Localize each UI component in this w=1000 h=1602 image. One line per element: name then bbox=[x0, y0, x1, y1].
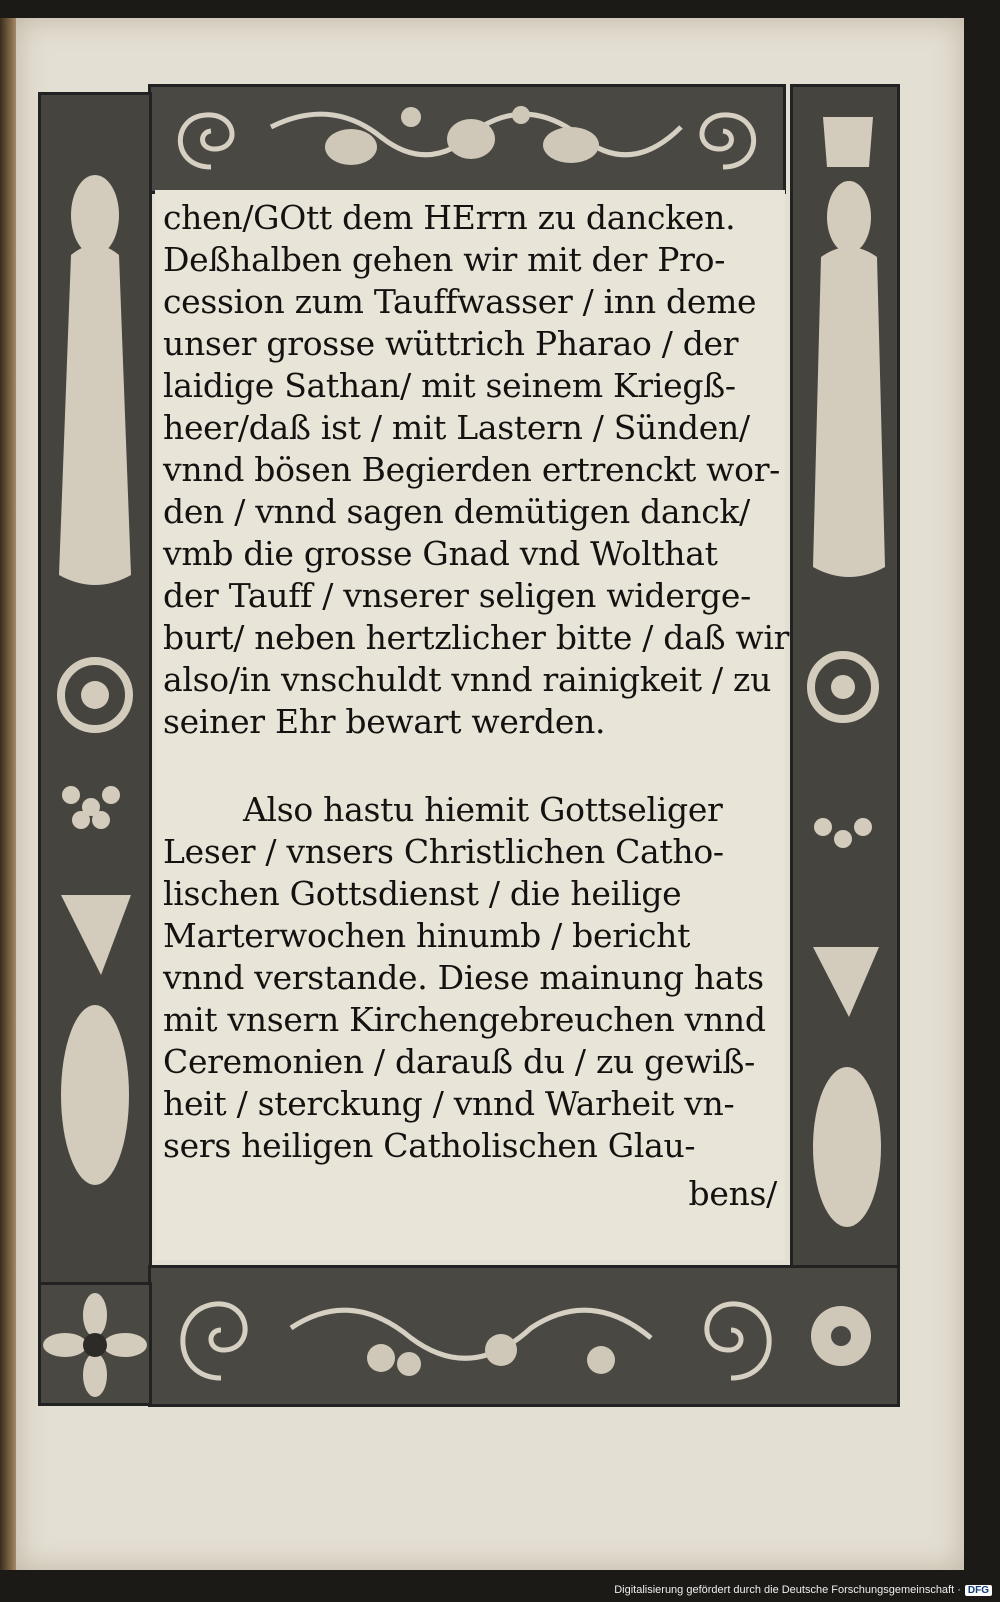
text-line: vmb die grosse Gnad vnd Wolthat bbox=[163, 534, 718, 573]
footer-credit-text: Digitalisierung gefördert durch die Deutsche Forschungsgemeinschaft · bbox=[614, 1584, 961, 1596]
text-line: der Tauff / vnserer seligen widerge- bbox=[163, 576, 751, 615]
text-line: Deßhalben gehen wir mit der Pro- bbox=[163, 240, 726, 279]
text-block bbox=[155, 190, 790, 1260]
text-line: Marterwochen hinumb / bericht bbox=[163, 916, 691, 955]
bottom-woodcut-border bbox=[148, 1265, 900, 1407]
text-line: mit vnsern Kirchengebreuchen vnnd bbox=[163, 1000, 766, 1039]
text-line: vnnd bösen Begierden ertrenckt wor- bbox=[163, 450, 781, 489]
top-woodcut-border bbox=[148, 84, 786, 194]
text-line: cession zum Tauffwasser / inn deme bbox=[163, 282, 757, 321]
text-line: also/in vnschuldt vnnd rainigkeit / zu bbox=[163, 660, 772, 699]
text-line: chen/GOtt dem HErrn zu dancken. bbox=[163, 198, 736, 237]
text-line: heit / sterckung / vnnd Warheit vn- bbox=[163, 1084, 735, 1123]
dfg-logo-icon: DFG bbox=[965, 1585, 992, 1596]
text-line: Leser / vnsers Christlichen Catho- bbox=[163, 832, 724, 871]
text-line: seiner Ehr bewart werden. bbox=[163, 702, 606, 741]
left-woodcut-border bbox=[38, 92, 152, 1402]
text-line: Ceremonien / darauß du / zu gewiß- bbox=[163, 1042, 756, 1081]
digitization-footer bbox=[614, 1581, 992, 1599]
text-line: lischen Gottsdienst / die heilige bbox=[163, 874, 682, 913]
text-line: laidige Sathan/ mit seinem Kriegß- bbox=[163, 366, 736, 405]
paragraph-first-line: Also hastu hiemit Gottseliger bbox=[243, 790, 723, 829]
text-line: den / vnnd sagen demütigen danck/ bbox=[163, 492, 750, 531]
text-line: burt/ neben hertzlicher bitte / daß wir bbox=[163, 618, 790, 657]
right-woodcut-border bbox=[790, 84, 900, 1270]
text-line: heer/daß ist / mit Lastern / Sünden/ bbox=[163, 408, 750, 447]
bottom-left-flower-ornament bbox=[38, 1282, 152, 1406]
text-line: vnnd verstande. Diese mainung hats bbox=[163, 958, 764, 997]
text-line: sers heiligen Catholischen Glau- bbox=[163, 1126, 696, 1165]
catchword: bens/ bbox=[688, 1174, 777, 1213]
text-line: unser grosse wüttrich Pharao / der bbox=[163, 324, 739, 363]
